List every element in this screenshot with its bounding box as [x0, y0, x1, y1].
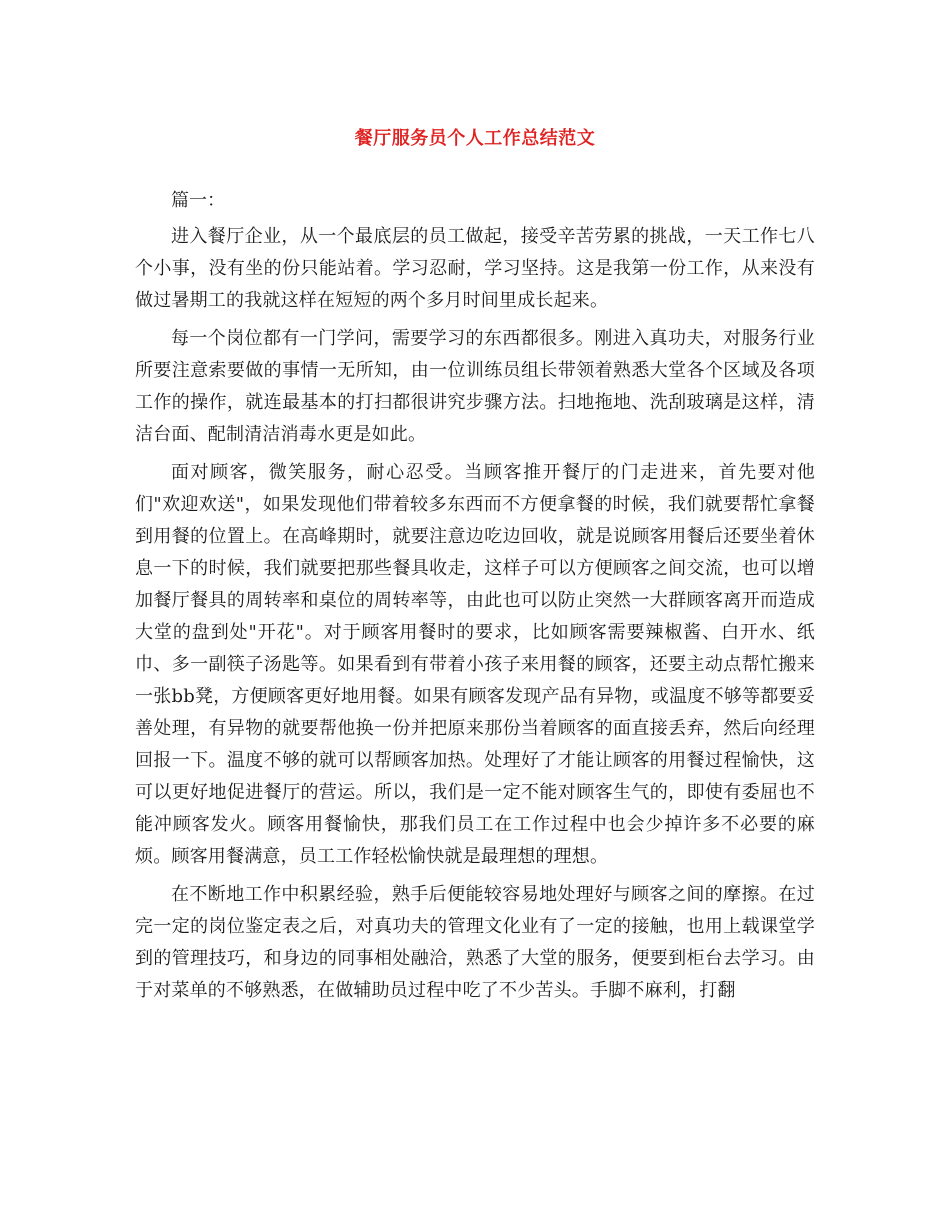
paragraph-1: 进入餐厅企业，从一个最底层的员工做起，接受辛苦劳累的挑战，一天工作七八个小事，没有坐的份只能站着。学习忍耐，学习坚持。这是我第一份工作，从来没有做过暑期工的我就这样在短短的两个多月时间里成长起来。 — [135, 226, 815, 311]
paragraph-4: 在不断地工作中积累经验，熟手后便能较容易地处理好与顾客之间的摩擦。在过完一定的岗位鉴定表之后，对真功夫的管理文化业有了一定的接触，也用上载课堂学到的管理技巧，和身边的同事相处融洽，熟悉了大堂的服务，便要到柜台去学习。由于对菜单的不够熟悉，在做辅助员过程中吃了不少苦头。手脚不麻利，打翻 — [135, 884, 815, 1001]
paragraph-2: 每一个岗位都有一门学问，需要学习的东西都很多。刚进入真功夫，对服务行业所要注意索要做的事情一无所知，由一位训练员组长带领着熟悉大堂各个区域及各项工作的操作，就连最基本的打扫都很讲究步骤方法。扫地拖地、洗刮玻璃是这样，清洁台面、配制清洁消毒水更是如此。 — [135, 328, 815, 445]
section-label: 篇一： — [171, 190, 225, 211]
document-body — [135, 187, 815, 1013]
document-title: 餐厅服务员个人工作总结范文 — [354, 128, 596, 149]
paragraph-3: 面对顾客，微笑服务，耐心忍受。当顾客推开餐厅的门走进来，首先要对他们"欢迎欢送"，如果发现他们带着较多东西而不方便拿餐的时候，我们就要帮忙拿餐到用餐的位置上。在高峰期时，就要注意边吃边回收，就是说顾客用餐后还要坐着休息一下的时候，我们就要把那些餐具收走，这样子可以方便顾客之间交流，也可以增加餐厅餐具的周转率和桌位的周转率等，由此也可以防止突然一大群顾客离开而造成大堂的盘到处"开花"。对于顾客用餐时的要求，比如顾客需要辣椒酱、白开水、纸巾、多一副筷子汤匙等。如果看到有带着小孩子来用餐的顾客，还要主动点帮忙搬来一张bb凳，方便顾客更好地用餐。如果有顾客发现产品有异物，或温度不够等都要妥善处理，有异物的就要帮他换一份并把原来那份当着顾客的面直接丢弃，然后向经理回报一下。温度不够的就可以帮顾客加热。处理好了才能让顾客的用餐过程愉快，这可以更好地促进餐厅的营运。所以，我们是一定不能对顾客生气的，即使有委屈也不能冲顾客发火。顾客用餐愉快，那我们员工在工作过程中也会少掉许多不必要的麻烦。顾客用餐满意，员工工作轻松愉快就是最理想的理想。 — [135, 462, 815, 867]
